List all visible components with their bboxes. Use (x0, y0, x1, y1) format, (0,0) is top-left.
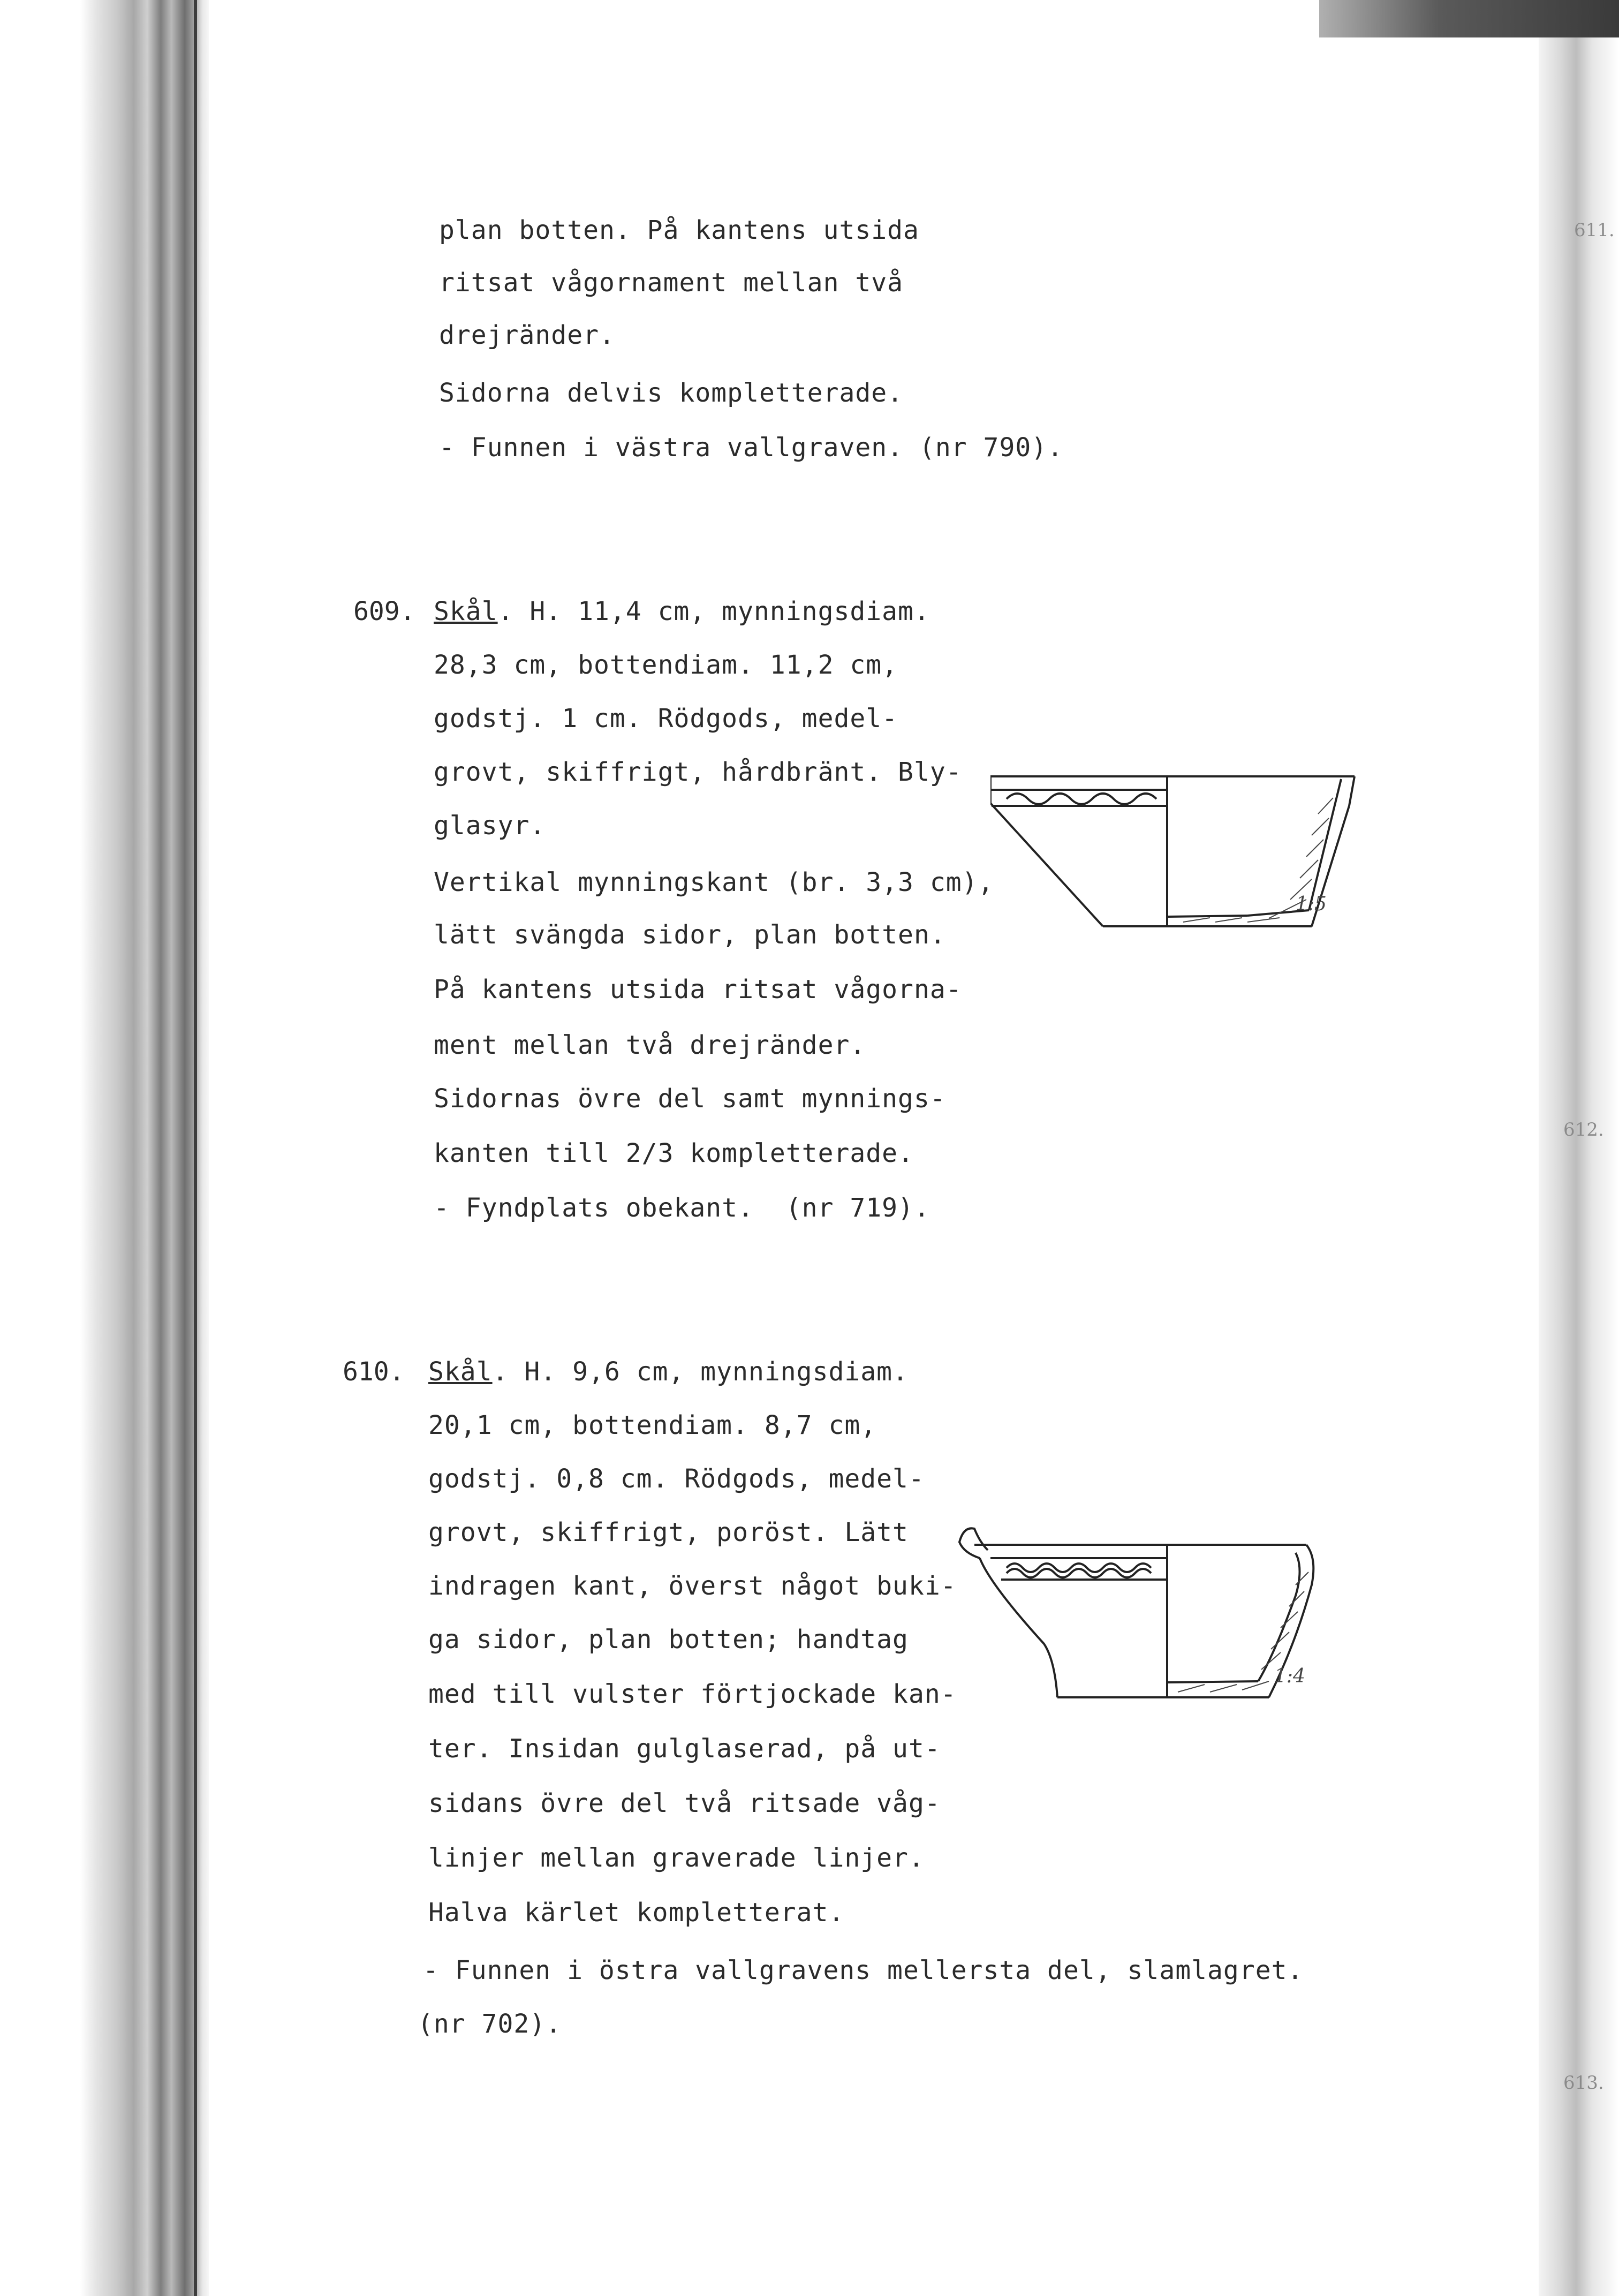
entry-title: Skål (428, 1357, 493, 1387)
entry-number: 610. (343, 1357, 405, 1387)
text-line: lätt svängda sidor, plan botten. (434, 920, 946, 950)
text-line: grovt, skiffrigt, poröst. Lätt (428, 1517, 909, 1547)
text-line: På kantens utsida ritsat vågorna- (434, 975, 962, 1004)
text-line: Sidorna delvis kompletterade. (439, 378, 904, 408)
margin-number: 611. (1574, 220, 1615, 241)
text-line: plan botten. På kantens utsida (439, 215, 919, 245)
document-page (209, 0, 1615, 2296)
book-binding (0, 0, 209, 2296)
scale-label: 1:5 (1296, 893, 1327, 915)
text-line: - Funnen i östra vallgravens mellersta del, slamlagret. (423, 1955, 1304, 1985)
text-line: ritsat vågornament mellan två (439, 268, 904, 298)
entry-heading-line (428, 1356, 909, 1388)
text-line: ment mellan två drejränder. (434, 1030, 866, 1060)
margin-number: 612. (1563, 1119, 1604, 1141)
text-line: ga sidor, plan botten; handtag (428, 1625, 909, 1655)
text-line: Vertikal mynningskant (br. 3,3 cm), (434, 867, 994, 897)
next-page-edge (1539, 0, 1619, 2296)
text-line: med till vulster förtjockade kan- (428, 1679, 957, 1709)
text-line: Halva kärlet kompletterat. (428, 1898, 845, 1928)
margin-number: 613. (1563, 2072, 1604, 2094)
text-line: indragen kant, överst något buki- (428, 1571, 957, 1601)
text-line: - Funnen i västra vallgraven. (nr 790). (439, 433, 1064, 463)
text-line: drejränder. (439, 320, 615, 350)
text-line: ter. Insidan gulglaserad, på ut- (428, 1734, 941, 1764)
text-line: (nr 702). (418, 2009, 562, 2039)
entry-heading-rest: . H. 9,6 cm, mynningsdiam. (492, 1357, 909, 1387)
text-line: linjer mellan graverade linjer. (428, 1843, 925, 1873)
bowl-profile-drawing-610 (942, 1521, 1328, 1713)
entry-heading-rest: . H. 11,4 cm, mynningsdiam. (497, 596, 930, 626)
entry-number: 609. (353, 596, 415, 626)
text-line: godstj. 0,8 cm. Rödgods, medel- (428, 1464, 925, 1494)
scale-label: 1:4 (1274, 1665, 1305, 1687)
text-line: glasyr. (434, 811, 546, 841)
text-line: godstj. 1 cm. Rödgods, medel- (434, 704, 898, 734)
binding-shadow-line (194, 0, 197, 2296)
text-line: Sidornas övre del samt mynnings- (434, 1084, 946, 1114)
entry-heading-line (434, 595, 930, 628)
text-line: kanten till 2/3 kompletterade. (434, 1138, 914, 1168)
text-line: sidans övre del två ritsade våg- (428, 1788, 941, 1818)
text-line: 20,1 cm, bottendiam. 8,7 cm, (428, 1410, 877, 1440)
text-line: 28,3 cm, bottendiam. 11,2 cm, (434, 650, 898, 680)
text-line: - Fyndplats obekant. (nr 719). (434, 1193, 930, 1223)
text-line: grovt, skiffrigt, hårdbränt. Bly- (434, 757, 962, 787)
entry-title: Skål (434, 596, 498, 626)
